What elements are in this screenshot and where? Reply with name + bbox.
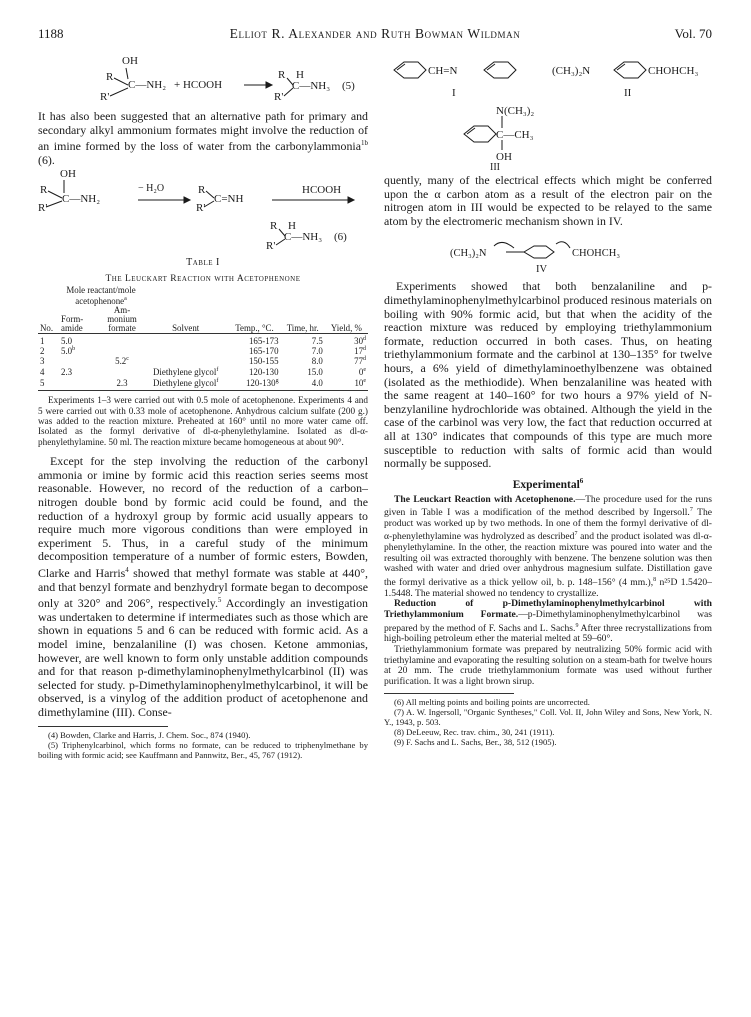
th-solvent: Solvent <box>172 323 200 334</box>
eq6-nh3: C—NH₃ <box>284 231 323 244</box>
benzene-ring-icon <box>614 62 646 78</box>
table-row: 3 5.2$^c$ 150-155 8.0 77$^d$ <box>40 356 366 367</box>
eq6-imine: C=NH <box>214 193 244 206</box>
eq6-r: R <box>40 184 48 197</box>
footnote-4: (4) Bowden, Clarke and Harris, J. Chem. Soc., 874 (1940). <box>48 729 251 740</box>
page-number: 1188 <box>38 26 64 41</box>
table-i <box>38 257 368 447</box>
eq5-h: H <box>296 69 304 81</box>
benzene-ring-icon <box>484 62 516 78</box>
struct-iii-label: III <box>490 162 500 170</box>
right-para-1: quently, many of the electrical effects which might be conferred upon the α carbon atom as a result of the electron pair on the nitrogen atom in III would be expected to be relayed to the same atom by the electromeric mechanism shown in IV. <box>384 173 712 228</box>
eq5-r: R <box>106 71 114 83</box>
experimental-para-1: The Leuckart Reaction with Acetophenone.—The procedure used for the runs given in Table I was a modification of the method described by Ingersoll.$^7$ The product was worked up by two methods. In one of them the formyl derivative of dl-α-phenylethylamine was hydrolyzed as described$^7$ and the product isolated was dl-α-phenylethylamine. In the other, the reaction mixture was poured into water and the resulting oil was extracted thoroughly with benzene. The benzene solution was then washed with water and dried over anhydrous magnesium sulfate. Distillation gave the formyl derivative as a thick yellow oil, b. p. 148–156° (4 mm.),$^8$ n²⁵D 1.5420–1.5448. The material showed no tendency to crystallize. <box>384 493 712 599</box>
left-para-1-tail: (6). <box>38 152 55 167</box>
eq6-hcooh: HCOOH <box>302 184 342 197</box>
left-footnote-rule <box>38 726 168 727</box>
equation-5 <box>38 48 368 108</box>
structure-iii <box>384 104 712 170</box>
eq6-r2-mid: R' <box>196 202 206 215</box>
equation-6 <box>38 167 368 255</box>
th-no: No. <box>40 323 54 334</box>
structure-iv-drawing <box>384 234 712 276</box>
eq5-r2-right: R' <box>274 91 284 103</box>
structures-i-ii <box>384 48 712 104</box>
benzene-ring-icon <box>394 62 426 78</box>
footnote-5: (5) Triphenylcarbinol, which forms no formate, can be reduced to triphenylmethane by boiling with formic acid; see Kauffmann and Pannwitz, Ber., 45, 767 (1912). <box>38 739 368 760</box>
eq6-r2: R' <box>38 202 48 215</box>
experimental-para-2: Reduction of p-Dimethylaminophenylmethylcarbinol with Triethylammonium Formate.—p-Dimethylaminophenylmethylcarbinol was prepared by the method of F. Sachs and L. Sachs.$^9$ After three recrystallizations from high-boiling petroleum ether the material melted at 59–60°. <box>384 598 712 645</box>
left-para-2: Except for the step involving the reduction of the carbonyl ammonia or imine by formic acid this reaction series seems most reasonable. However, no record of the reduction of a carbon–nitrogen double bond by formic acid could be found, and the reduction of a hydroxyl group by formic acid usually appears to require much more vigorous conditions than were employed in experiment 5. Thus, in a careful study of the minimum decomposition temperature of a number of formic esters, Bowden, Clarke and Harris$^4$ showed that methyl formate was stable at 440°, and that benzyl formate and benzhydryl formate began to decompose only at 320° and 206°, respectively.$^5$ Accordingly an investigation was undertaken to determine if intermediates such as those which are shown in equations 5 and 6 can be reduced with formic acid. As a model imine, benzalaniline (I) was chosen. Ketone ammonias, however, are well known to form only unstable addition compounds and for that reason p-dimethylaminophenylmethylcarbinol (II) was selected for study. p-Dimethylaminophenylmethylcarbinol, it will be observed, is a vinylog of the addition product of acetophenone and dimethylamine (III). Conse- <box>38 454 368 719</box>
left-para-1 <box>38 110 368 167</box>
structure-iv <box>384 234 712 276</box>
footnote-8: (8) DeLeeuw, Rec. trav. chim., 30, 241 (1911). <box>394 727 555 738</box>
footnote-6: (6) All melting points and boiling points are uncorrected. <box>394 697 590 708</box>
table-row: 2 5.0$^b$ 165-170 7.0 17$^d$ <box>40 346 366 357</box>
eq5-number: (5) <box>342 80 355 92</box>
equation-5-structure <box>38 48 368 106</box>
table-row: 1 5.0 165-173 7.5 30$^d$ <box>40 336 366 347</box>
right-para-2: Experiments showed that both benzalaniline and p-dimethylaminophenylmethylcarbinol produced resinous materials on boiling with 90% formic acid, but that when the acidity of the reaction mixture was reduced by employing triethylammonium formate, reduction occurred in both cases. Thus, on heating triethylammonium formate and the carbinol at 130–135° for twelve hours, a 6% yield of dimethylaminoethylbenzene was obtained (isolated as the methiodide). When benzalaniline was heated with the same reagent at 140–160° for two hours a 97% yield of N-benzylaniline hydrochloride was obtained. Although the yield in the case of the carbinol was very low, the fact that reduction occurred at all at 130° indicates that compounds of this type are much more susceptible to reduction with salts of formic acid than would normally be supposed. <box>384 279 712 471</box>
eq6-minus-water: − H₂O <box>138 183 165 195</box>
table-footnotes: Experiments 1–3 were carried out with 0.5 mole of acetophenone. Experiments 4 and 5 were carried out with 0.33 mole of acetophenone. Anhydrous calcium sulfate (200 g.) was added to the reaction mixture. Preheated at 160° until no more water came off. Isolated as the formyl derivative of dl-α-phenylethylamine. Isolated as dl-α-phenylethylamine. 50 ml. The reaction mixture became homogeneous at about 90°. <box>38 395 368 447</box>
eq5-nh3: C—NH₃ <box>292 80 331 92</box>
left-para-1-text: It has also been suggested that an alternative path for primary and secondary alkyl ammonium formates might involve the reduction of an imine formed by the loss of water from the carbonylammonia <box>38 109 368 154</box>
th-temp: Temp., °C. <box>235 323 274 334</box>
struct-iv-right: CHOHCH₃ <box>572 248 620 260</box>
struct-ii-right: CHOHCH₃ <box>648 65 699 77</box>
table-header-row <box>38 306 368 334</box>
eq6-oh: OH <box>60 168 76 181</box>
struct-iii-bottom: OH <box>496 151 512 163</box>
eq5-r2: R' <box>100 91 110 103</box>
left-para-2-text: Except for the step involving the reduction of the carbonyl ammonia or imine by formic acid this reaction series seems most reasonable. However, no record of the reduction of a carbon–nitrogen double bond by formic acid could be found, and the reduction of a hydroxyl group by formic acid usually appears to require much more vigorous conditions than were employed in experiment 5. Thus, in a careful study of the minimum decomposition temperature of a number of formic esters, Bowden, Clarke and Harris <box>38 454 368 580</box>
eq5-r-right: R <box>278 69 286 81</box>
struct-ii-label: II <box>624 87 632 99</box>
left-para-2-text-c: Accordingly an investigation was undertaken to determine if intermediates such as those which are shown in equations 5 and 6 can be reduced with formic acid. As a model imine, benzalaniline (I) was chosen. Ketone ammonias, however, are well known to form only unstable addition compounds and for that reason p-dimethylaminophenylmethylcarbinol (II) was selected for study. p-Dimethylaminophenylmethylcarbinol, it will be observed, is a vinylog of the addition product of acetophenone and dimethylamine (III). Conse- <box>38 596 368 719</box>
th-yield: Yield, % <box>330 323 362 334</box>
experimental-para-3: Triethylammonium formate was prepared by neutralizing 50% formic acid with triethylamine and evaporating the resulting solution on a steam-bath for twelve hours at 20 mm. The crude triethylammonium formate was used without further purification. It was a light brown sirup. <box>384 643 712 687</box>
eq5-plus-hcooh: + HCOOH <box>174 79 223 91</box>
structure-iii-drawing <box>384 104 712 170</box>
volume-label: Vol. 70 <box>674 26 712 41</box>
eq6-number: (6) <box>334 231 347 244</box>
struct-i-label: I <box>452 87 456 99</box>
struct-ii-left: (CH₃)₂N <box>552 65 591 77</box>
eq6-nh2: C—NH₂ <box>62 193 101 206</box>
struct-iii-top: N(CH₃)₂ <box>496 105 535 117</box>
left-para-2-text-b: showed that methyl formate was stable at 440°, and that benzyl formate and benzhydryl formate began to decompose only at 320° and 206°, respectively. <box>38 566 368 611</box>
benzene-ring-icon <box>464 126 496 142</box>
eq6-r-mid: R <box>198 184 206 197</box>
eq6-r-right: R <box>270 220 278 233</box>
struct-i-text: CH=N <box>428 65 458 77</box>
eq6-h: H <box>288 220 296 233</box>
table-row: 5 2.3 Diethylene glycol$^f$ 120-130$^g$ 4.0 10e <box>40 378 366 389</box>
table-row: 4 2.3 Diethylene glycol$^f$ 120-130 15.0 0e <box>40 367 366 378</box>
table-caption: The Leuckart Reaction with Acetophenone <box>105 274 301 285</box>
th-ammonium-formate: Am-monium formate <box>107 305 137 334</box>
structures-i-ii-drawing <box>384 48 712 104</box>
struct-iv-label: IV <box>536 264 548 276</box>
th-time: Time, hr. <box>286 323 319 334</box>
th-formamide: Form-amide <box>61 314 84 334</box>
exp2-title: Reduction of p-Dimethylaminophenylmethylcarbinol with Triethylammonium Formate. <box>384 598 712 621</box>
struct-iii-mid: C—CH₃ <box>496 129 534 141</box>
equation-6-structure <box>38 167 368 255</box>
eq5-nh2: C—NH₂ <box>128 79 167 91</box>
running-title: Elliot R. Alexander and Ruth Bowman Wildman <box>229 26 521 41</box>
table-i-grid <box>38 286 368 388</box>
curved-arrow-icon <box>556 242 570 248</box>
running-header <box>38 26 712 44</box>
left-column <box>38 48 368 760</box>
eq6-r2-right: R' <box>266 240 276 253</box>
footnote-9: (9) F. Sachs and L. Sachs, Ber., 38, 512 (1905). <box>394 737 557 748</box>
right-column <box>384 48 712 747</box>
struct-iv-left: (CH₃)₂N <box>450 248 487 260</box>
table-label: Table I <box>186 257 220 269</box>
right-footnote-rule <box>384 693 514 694</box>
table-group-header: Mole reactant/mole acetophenone$^a$ <box>66 285 136 307</box>
experimental-heading: Experimental$^6$ <box>512 476 584 491</box>
curved-arrow-icon <box>494 243 514 249</box>
exp1-title: The Leuckart Reaction with Acetophenone. <box>394 493 576 505</box>
footnote-7: (7) A. W. Ingersoll, "Organic Syntheses," Coll. Vol. II, John Wiley and Sons, New York, N. Y., 1943, p. 503. <box>384 707 712 728</box>
ref-1b: 1b <box>361 139 368 148</box>
eq5-oh: OH <box>122 55 138 67</box>
benzene-ring-icon <box>524 246 554 258</box>
